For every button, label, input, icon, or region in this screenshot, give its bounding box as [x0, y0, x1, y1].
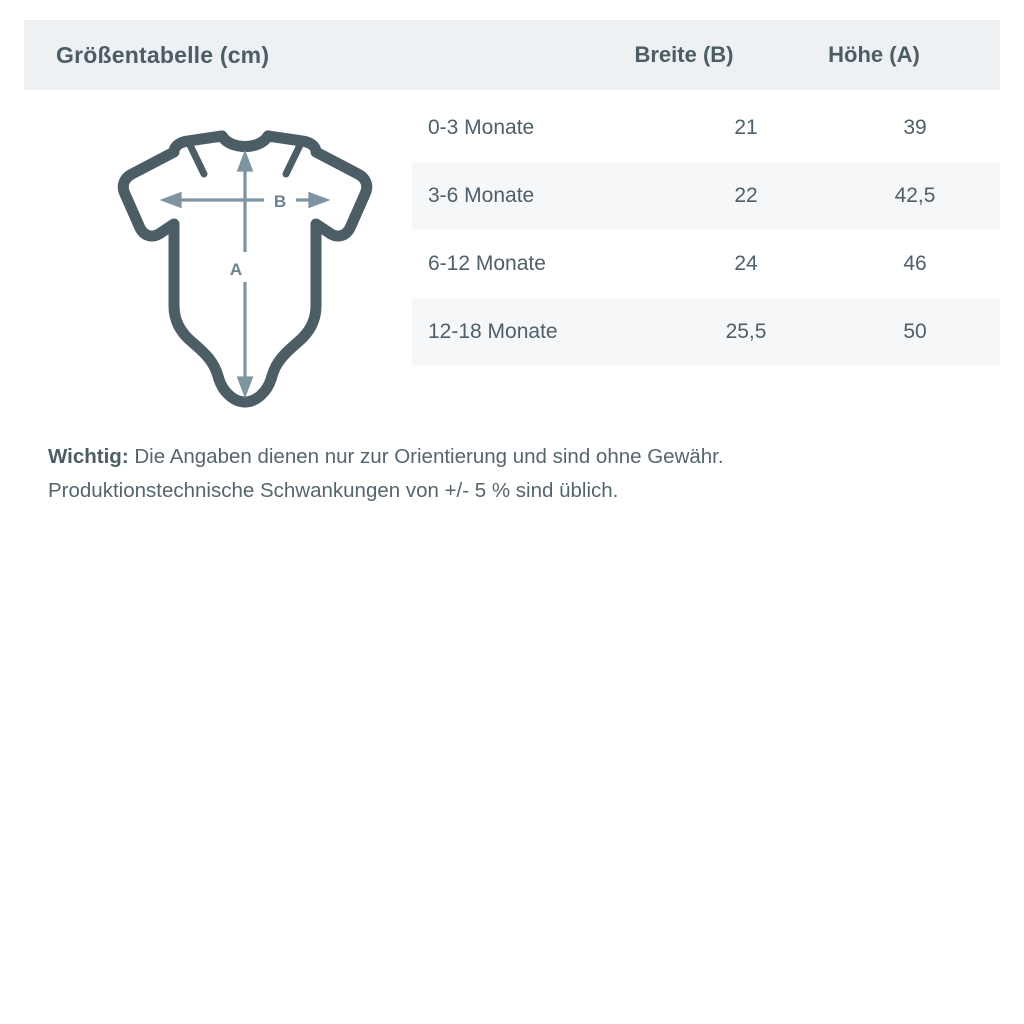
table-row — [412, 162, 1000, 230]
label-height-a: A — [229, 260, 243, 279]
table-header — [24, 20, 1000, 90]
disclaimer-label: Wichtig: — [48, 445, 129, 468]
table-row — [412, 298, 1000, 366]
cell-height: 39 — [903, 116, 927, 139]
label-width-b: B — [273, 192, 287, 211]
cell-size: 0-3 Monate — [428, 116, 535, 139]
size-table — [412, 94, 1000, 366]
page-title: Größentabelle (cm) — [56, 41, 270, 68]
table-row — [412, 94, 1000, 162]
cell-width: 21 — [734, 116, 758, 139]
cell-size: 6-12 Monate — [428, 252, 546, 275]
disclaimer-note — [48, 440, 978, 508]
cell-height: 42,5 — [894, 184, 936, 207]
cell-width: 25,5 — [725, 320, 767, 343]
cell-size: 12-18 Monate — [428, 320, 558, 343]
cell-height: 50 — [903, 320, 927, 343]
table-row — [412, 230, 1000, 298]
cell-width: 22 — [734, 184, 758, 207]
cell-size: 3-6 Monate — [428, 184, 535, 207]
disclaimer-line-1: Die Angaben dienen nur zur Orientierung und sind ohne Gewähr. — [128, 445, 724, 468]
column-header-width: Breite (B) — [634, 42, 734, 67]
cell-width: 24 — [734, 252, 758, 275]
disclaimer-line-2: Produktionstechnische Schwankungen von +/- 5 % sind üblich. — [48, 478, 619, 502]
column-header-height: Höhe (A) — [828, 42, 920, 67]
cell-height: 46 — [903, 252, 927, 275]
bodysuit-illustration — [70, 110, 390, 420]
